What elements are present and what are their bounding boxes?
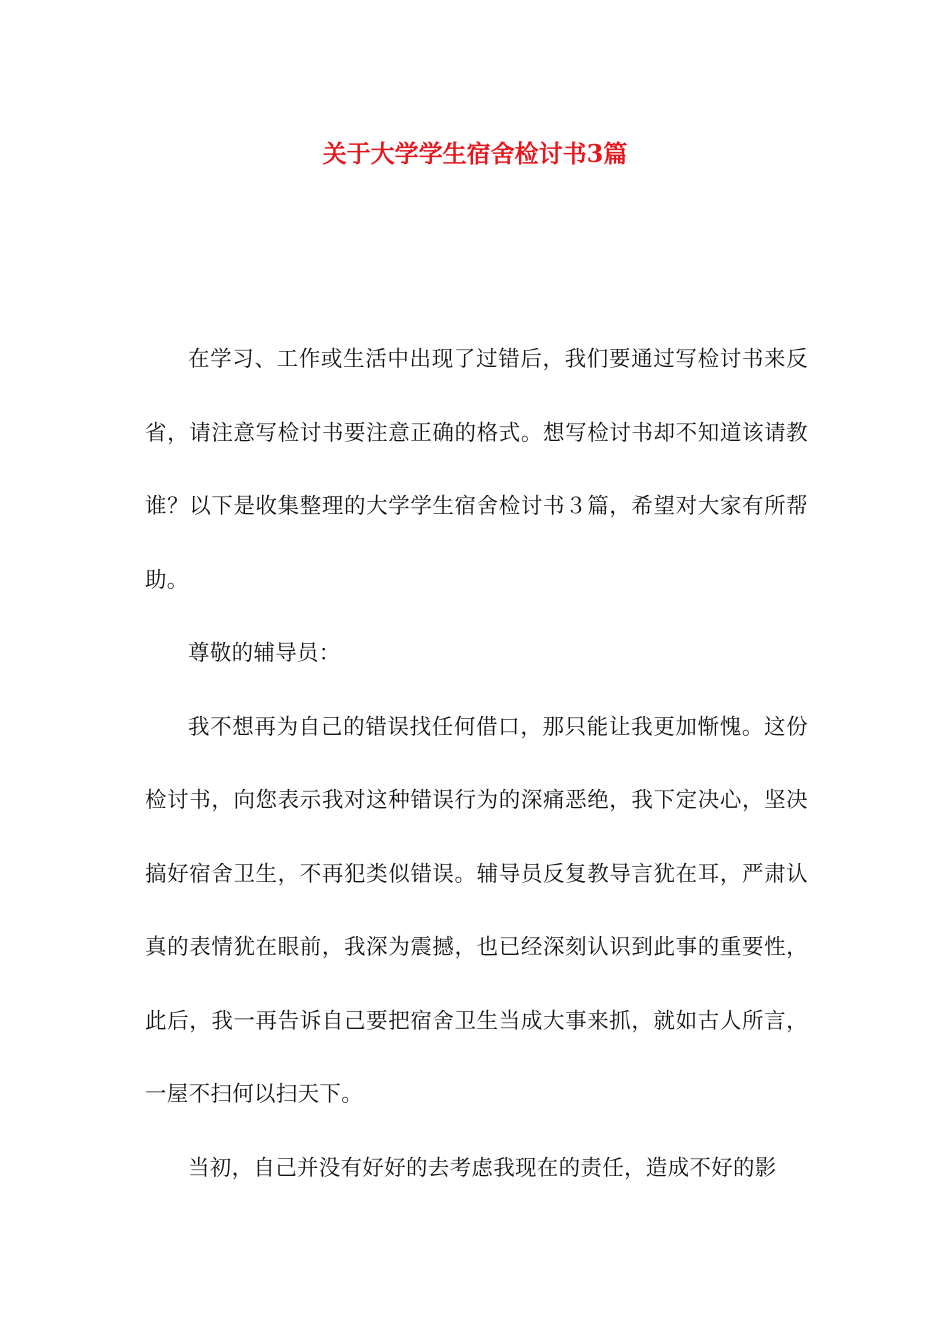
body-paragraph: 当初，自己并没有好好的去考虑我现在的责任，造成不好的影 xyxy=(188,1155,777,1181)
document-title: 关于大学学生宿舍检讨书3篇 xyxy=(322,139,628,168)
body-paragraph: 我不想再为自己的错误找任何借口，那只能让我更加惭愧。这份检讨书，向您表示我对这种错误行为的深痛恶绝，我下定决心，坚决搞好宿舍卫生，不再犯类似错误。辅导员反复教导言犹在耳，严肃认真的表情犹在眼前，我深为震撼，也已经深刻认识到此事的重要性，此后，我一再告诉自己要把宿舍卫生当成大事来抓，就如古人所言，一屋不扫何以扫天下。 xyxy=(145,714,808,1107)
intro-paragraph: 在学习、工作或生活中出现了过错后，我们要通过写检讨书来反省，请注意写检讨书要注意正确的格式。想写检讨书却不知道该请教谁？以下是收集整理的大学学生宿舍检讨书３篇，希望对大家有所帮助。 xyxy=(145,347,808,593)
salutation-paragraph: 尊敬的辅导员： xyxy=(188,641,341,666)
document-body xyxy=(145,323,808,1205)
